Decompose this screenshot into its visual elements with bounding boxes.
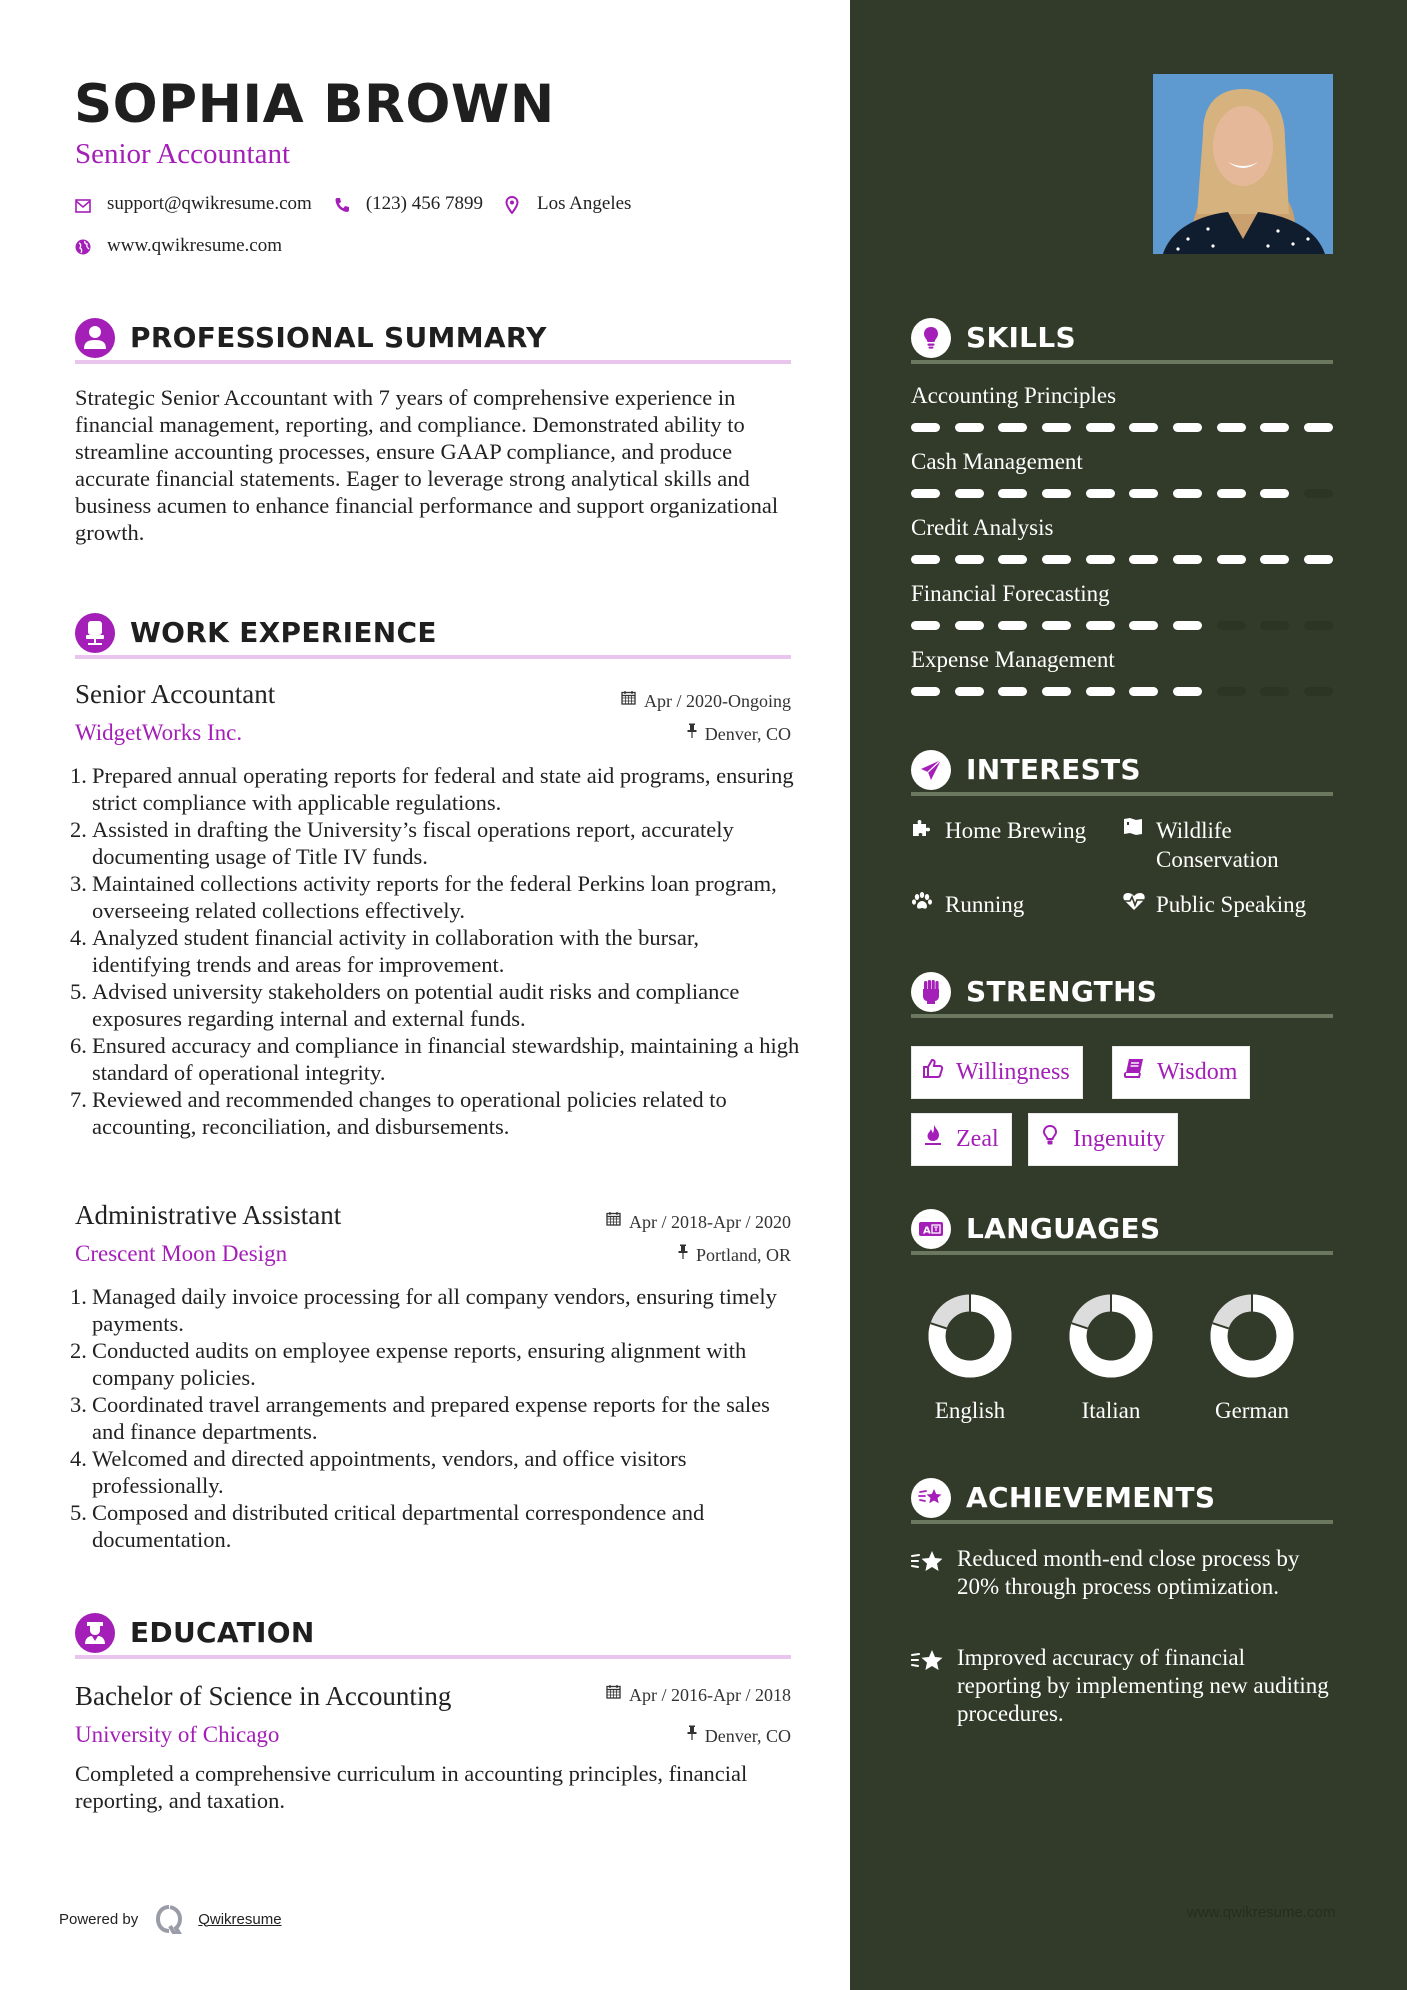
summary-text: Strategic Senior Accountant with 7 years of comprehensive experience in financial management, reporting, and compliance. Demonstrated ability to streamline accounting processes, ensure GAAP compliance, and produce accurate financial statements. Eager to leverage strong analytical skills and business acumen to enhance financial performance and support organizational growth.	[75, 385, 779, 545]
summary-heading: PROFESSIONAL SUMMARY	[130, 321, 547, 354]
lightbulb-icon	[911, 318, 951, 358]
skill-dash-filled	[1304, 555, 1333, 564]
book-icon	[1123, 1047, 1145, 1098]
shooting-star-icon	[911, 1644, 945, 1728]
degree-title: Bachelor of Science in Accounting	[75, 1681, 452, 1711]
skill-dash-filled	[1042, 555, 1071, 564]
strength-label: Zeal	[956, 1126, 999, 1152]
shooting-star-icon	[911, 1545, 945, 1601]
skill-dash-empty	[1304, 687, 1333, 696]
globe-icon	[75, 238, 91, 254]
skill-name: Cash Management	[911, 449, 1083, 474]
language-name: English	[934, 1398, 1006, 1423]
strengths-section-header	[911, 968, 1333, 1018]
skill-item	[911, 448, 1333, 508]
skill-dash-empty	[1304, 489, 1333, 498]
interests-heading: INTERESTS	[966, 753, 1141, 786]
education-description: Completed a comprehensive curriculum in accounting principles, financial reporting, and taxation.	[75, 1761, 748, 1813]
achievement-text: Reduced month-end close process by 20% through process optimization.	[957, 1546, 1300, 1599]
duty-item: Ensured accuracy and compliance in financial stewardship, maintaining a high standard of operational integrity.	[92, 1033, 800, 1085]
skill-item	[911, 580, 1333, 640]
duty-item: Reviewed and recommended changes to operational policies related to accounting, reconciliation, and disbursements.	[92, 1087, 727, 1139]
svg-text:A: A	[923, 1225, 931, 1237]
language-proficiency-donut	[927, 1293, 1013, 1379]
duty-item: Advised university stakeholders on potential audit risks and compliance exposures regarding internal and external funds.	[92, 979, 740, 1031]
education-dates-text: Apr / 2016-Apr / 2018	[629, 1685, 791, 1705]
email-link[interactable]: support@qwikresume.com	[107, 193, 312, 214]
strength-badge	[1112, 1046, 1250, 1099]
section-divider	[75, 360, 791, 364]
languages-section-header	[911, 1205, 1333, 1255]
skill-dash-filled	[1173, 489, 1202, 498]
phone-number[interactable]: (123) 456 7899	[365, 193, 483, 214]
skill-level-bar	[911, 687, 1333, 697]
achievement-item	[911, 1644, 1333, 1728]
contact-row	[75, 192, 653, 216]
skill-dash-filled	[1173, 621, 1202, 630]
skill-dash-filled	[1086, 423, 1115, 432]
skill-level-bar	[911, 621, 1333, 631]
strength-badge	[911, 1113, 1012, 1166]
education-dates	[606, 1684, 791, 1706]
strength-label: Wisdom	[1157, 1059, 1238, 1085]
skill-dash-filled	[911, 489, 940, 498]
qwikresume-link[interactable]: Qwikresume	[198, 1910, 282, 1928]
job-location-text: Denver, CO	[704, 724, 791, 744]
education-heading: EDUCATION	[130, 1616, 315, 1649]
calendar-icon	[606, 1211, 621, 1233]
candidate-title: Senior Accountant	[75, 138, 291, 170]
skill-item	[911, 646, 1333, 706]
skill-dash-empty	[1260, 621, 1289, 630]
language-item	[1197, 1293, 1307, 1425]
flame-icon	[922, 1114, 944, 1165]
skill-dash-filled	[955, 555, 984, 564]
strength-label: Willingness	[956, 1059, 1070, 1085]
skill-dash-filled	[1304, 423, 1333, 432]
achievements-heading: ACHIEVEMENTS	[966, 1481, 1216, 1514]
calendar-icon	[606, 1684, 621, 1706]
strength-badge	[911, 1046, 1083, 1099]
paper-plane-icon	[911, 750, 951, 790]
duty-item: Welcomed and directed appointments, vendors, and office visitors professionally.	[92, 1446, 687, 1498]
section-divider	[911, 1014, 1333, 1018]
skill-dash-filled	[911, 423, 940, 432]
skill-name: Credit Analysis	[911, 515, 1054, 540]
achievements-section-header	[911, 1474, 1333, 1524]
education-section-header	[75, 1609, 791, 1659]
graduate-icon	[75, 1613, 115, 1653]
duty-item: Managed daily invoice processing for all company vendors, ensuring timely payments.	[92, 1284, 777, 1336]
interest-label: Running	[945, 892, 1025, 917]
candidate-name: SOPHIA BROWN	[74, 74, 555, 135]
interest-label: Public Speaking	[1156, 892, 1307, 917]
summary-section-header	[75, 314, 791, 364]
translate-icon	[911, 1209, 951, 1249]
skill-dash-filled	[1086, 489, 1115, 498]
duty-item: Coordinated travel arrangements and prepared expense reports for the sales and finance departments.	[92, 1392, 770, 1444]
skill-dash-filled	[1042, 621, 1071, 630]
profile-photo	[1153, 74, 1333, 254]
skill-level-bar	[911, 555, 1333, 565]
language-proficiency-donut	[1209, 1293, 1295, 1379]
skill-dash-filled	[911, 687, 940, 696]
section-divider	[911, 1520, 1333, 1524]
skill-dash-filled	[1086, 621, 1115, 630]
job-duties-list	[70, 762, 800, 1140]
skill-level-bar	[911, 423, 1333, 433]
skill-dash-filled	[1173, 423, 1202, 432]
skill-item	[911, 514, 1333, 574]
skill-dash-filled	[1260, 489, 1289, 498]
qwikresume-logo-icon	[154, 1904, 184, 1934]
skill-dash-filled	[955, 687, 984, 696]
duty-item: Assisted in drafting the University’s fiscal operations report, accurately documenting usage of Title IV funds.	[92, 817, 734, 869]
lightbulb-outline-icon	[1039, 1114, 1061, 1165]
job-location	[687, 723, 791, 745]
language-name: German	[1214, 1398, 1290, 1423]
email-icon	[75, 196, 91, 212]
skill-dash-filled	[1086, 555, 1115, 564]
phone-icon	[334, 196, 350, 212]
duty-item: Composed and distributed critical departmental correspondence and documentation.	[92, 1500, 705, 1552]
section-divider	[911, 360, 1333, 364]
sidebar-panel	[850, 0, 1407, 1990]
education-location	[687, 1725, 791, 1747]
duty-item: Prepared annual operating reports for federal and state aid programs, ensuring strict compliance with applicable regulations.	[92, 763, 794, 815]
skill-dash-filled	[1129, 621, 1158, 630]
language-name: Italian	[1081, 1398, 1141, 1423]
skill-dash-filled	[911, 621, 940, 630]
heartbeat-icon	[1122, 890, 1146, 919]
skill-dash-filled	[1173, 687, 1202, 696]
skill-name: Financial Forecasting	[911, 581, 1110, 606]
section-divider	[911, 1251, 1333, 1255]
section-divider	[911, 792, 1333, 796]
skill-dash-filled	[1217, 555, 1246, 564]
powered-by-label: Powered by	[59, 1910, 139, 1928]
skill-name: Accounting Principles	[911, 383, 1117, 408]
skill-dash-filled	[911, 555, 940, 564]
strengths-heading: STRENGTHS	[966, 975, 1158, 1008]
skill-dash-empty	[1217, 621, 1246, 630]
skill-dash-filled	[955, 621, 984, 630]
calendar-icon	[621, 690, 636, 712]
skill-dash-filled	[1129, 687, 1158, 696]
interest-label: Wildlife Conservation	[1156, 818, 1279, 872]
duty-item: Conducted audits on employee expense reports, ensuring alignment with company policies.	[92, 1338, 747, 1390]
strength-badge	[1028, 1113, 1178, 1166]
job-title: Administrative Assistant	[75, 1200, 342, 1230]
user-icon	[75, 318, 115, 358]
powered-by	[59, 1904, 282, 1934]
skills-heading: SKILLS	[966, 321, 1076, 354]
section-divider	[75, 1655, 791, 1659]
shooting-star-icon	[911, 1478, 951, 1518]
interest-item	[911, 816, 1116, 845]
skill-dash-filled	[1129, 555, 1158, 564]
interest-label: Home Brewing	[945, 818, 1087, 843]
skill-dash-filled	[955, 489, 984, 498]
achievement-text: Improved accuracy of financial reporting by implementing new auditing procedures.	[957, 1645, 1329, 1726]
skill-dash-filled	[998, 423, 1027, 432]
thumbs-up-icon	[922, 1047, 944, 1098]
skill-dash-filled	[998, 555, 1027, 564]
duty-item: Analyzed student financial activity in collaboration with the bursar, identifying trends and areas for improvement.	[92, 925, 700, 977]
job-location-text: Portland, OR	[695, 1245, 791, 1265]
interest-item	[1122, 890, 1333, 919]
skill-dash-empty	[1304, 621, 1333, 630]
contact-row-2	[75, 234, 304, 258]
skill-dash-filled	[1086, 687, 1115, 696]
skill-level-bar	[911, 489, 1333, 499]
puzzle-icon	[911, 816, 935, 845]
experience-heading: WORK EXPERIENCE	[130, 616, 437, 649]
job-dates-text: Apr / 2018-Apr / 2020	[629, 1212, 791, 1232]
experience-section-header	[75, 609, 791, 659]
language-item	[915, 1293, 1025, 1425]
skill-dash-filled	[1173, 555, 1202, 564]
skill-dash-filled	[1260, 423, 1289, 432]
job-company: Crescent Moon Design	[75, 1241, 288, 1266]
skill-dash-empty	[1260, 687, 1289, 696]
interest-item	[911, 890, 1116, 919]
skill-dash-filled	[998, 489, 1027, 498]
skill-dash-filled	[1260, 555, 1289, 564]
skills-section-header	[911, 314, 1333, 364]
location-text: Los Angeles	[536, 193, 632, 214]
pushpin-icon	[687, 723, 697, 745]
website-link[interactable]: www.qwikresume.com	[107, 235, 283, 256]
languages-heading: LANGUAGES	[966, 1212, 1161, 1245]
location-pin-icon	[505, 196, 521, 212]
job-dates	[606, 1211, 791, 1233]
map-icon	[1122, 816, 1146, 874]
skill-dash-filled	[1042, 687, 1071, 696]
pushpin-icon	[678, 1244, 688, 1266]
footer-website[interactable]: www.qwikresume.com	[1187, 1904, 1336, 1921]
fist-icon	[911, 972, 951, 1012]
job-location	[678, 1244, 791, 1266]
skill-name: Expense Management	[911, 647, 1115, 672]
skill-dash-filled	[1129, 489, 1158, 498]
language-proficiency-donut	[1068, 1293, 1154, 1379]
job-title: Senior Accountant	[75, 679, 276, 709]
skill-dash-empty	[1217, 687, 1246, 696]
pushpin-icon	[687, 1725, 697, 1747]
job-duties-list	[70, 1283, 800, 1553]
section-divider	[75, 655, 791, 659]
education-location-text: Denver, CO	[704, 1726, 791, 1746]
job-dates-text: Apr / 2020-Ongoing	[644, 691, 791, 711]
skill-dash-filled	[1217, 423, 1246, 432]
achievement-item	[911, 1545, 1333, 1601]
skill-dash-filled	[955, 423, 984, 432]
paw-icon	[911, 890, 935, 919]
interest-item	[1122, 816, 1333, 874]
skill-dash-filled	[1217, 489, 1246, 498]
skill-dash-filled	[1042, 489, 1071, 498]
skill-dash-filled	[1042, 423, 1071, 432]
strength-label: Ingenuity	[1073, 1126, 1165, 1152]
skill-item	[911, 382, 1333, 442]
job-dates	[621, 690, 791, 712]
duty-item: Maintained collections activity reports for the federal Perkins loan program, overseeing related collections effectively.	[92, 871, 777, 923]
job-company: WidgetWorks Inc.	[75, 720, 243, 745]
language-item	[1056, 1293, 1166, 1425]
office-chair-icon	[75, 613, 115, 653]
school-name: University of Chicago	[75, 1722, 280, 1747]
skill-dash-filled	[998, 687, 1027, 696]
skill-dash-filled	[1129, 423, 1158, 432]
skill-dash-filled	[998, 621, 1027, 630]
interests-section-header	[911, 746, 1333, 796]
